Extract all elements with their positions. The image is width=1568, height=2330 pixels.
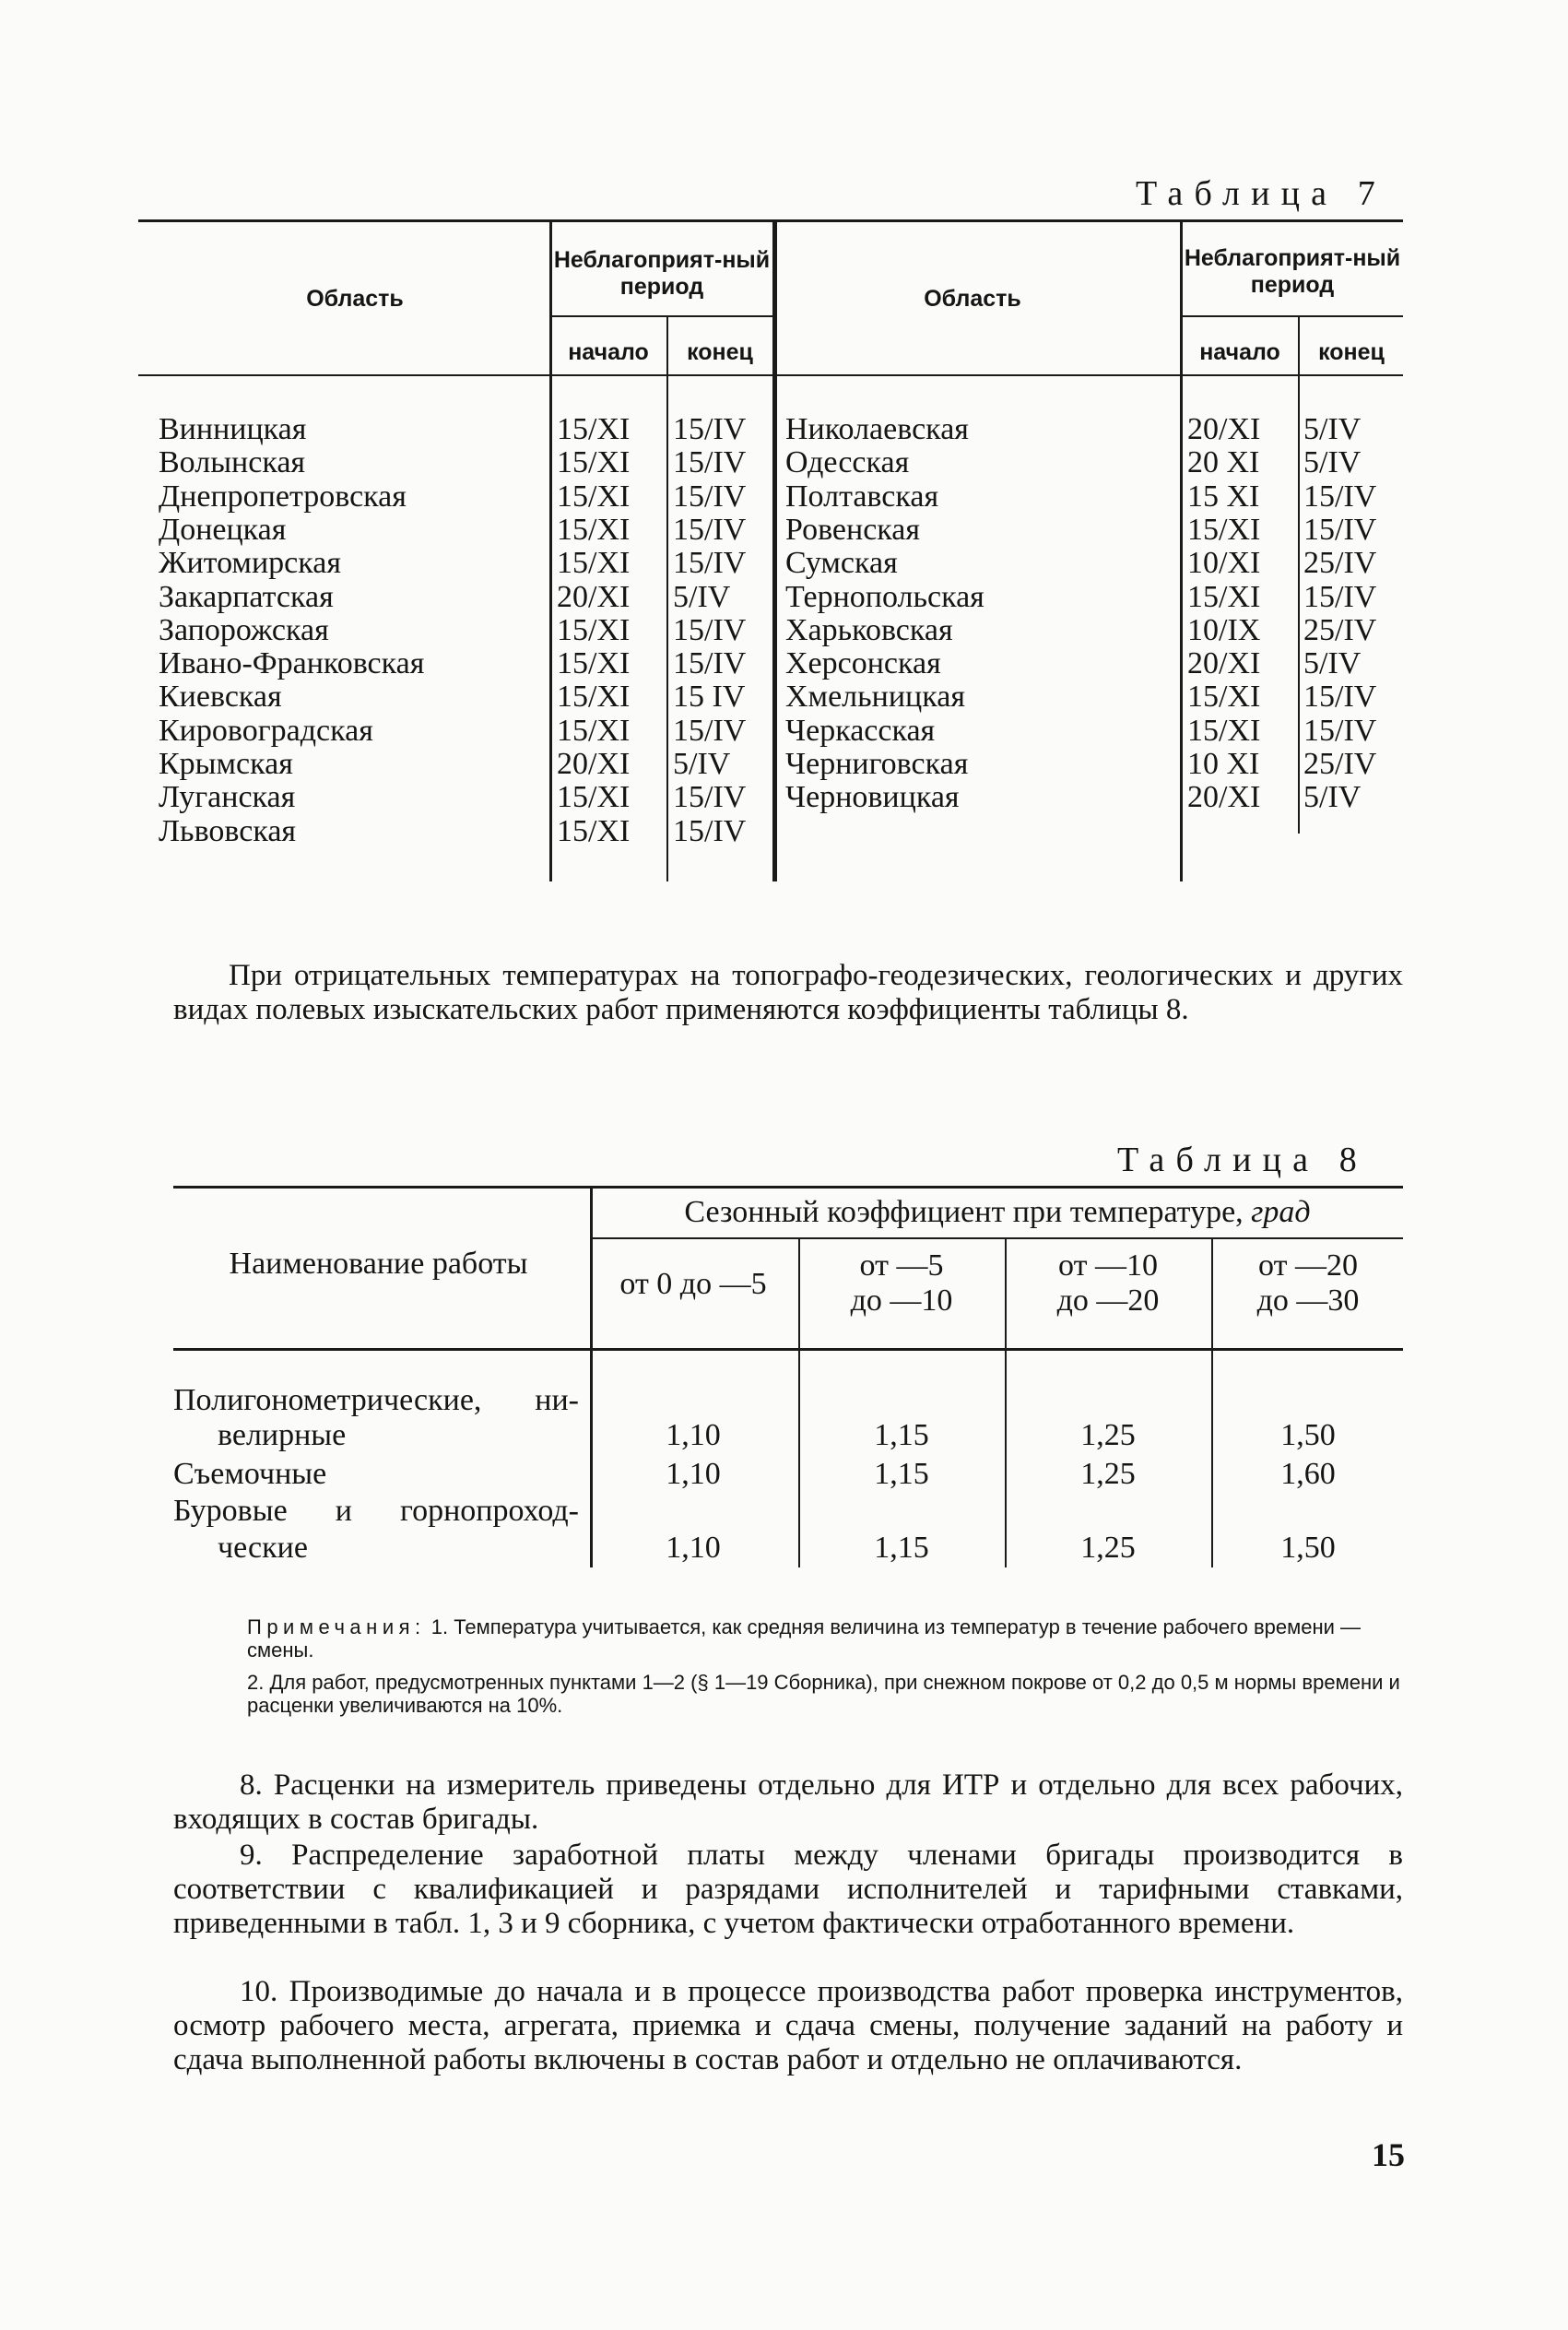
table7-left-start: 15/XI [557,813,631,848]
table7-right-start: 15/XI [1187,512,1261,547]
table7-right-start: 20/XI [1187,780,1261,815]
table7-left-end: 15/IV [673,813,747,848]
table8-value: 1,25 [1080,1418,1136,1452]
table7-left-start: 15/XI [557,680,631,715]
table7-right-end: 5/IV [1303,445,1362,480]
table8-value: 1,60 [1280,1457,1336,1491]
table7-right-region: Харьковская [785,612,953,647]
table7-left-start: 15/XI [557,780,631,815]
table7-right-start: 10 XI [1187,747,1260,781]
table7-right-region: Черновицкая [785,780,960,815]
table7-right-region: Одесская [785,445,910,480]
table7-left-end: 15/IV [673,780,747,815]
table8-col-3-l1: от —10 [1058,1248,1158,1283]
table7-right-start: 10/IX [1187,612,1261,647]
table7-right-end: 5/IV [1303,780,1362,815]
table8-value: 1,25 [1080,1531,1136,1565]
table8-col-4-l1: от —20 [1258,1248,1358,1283]
table8-col-4-l2: до —30 [1256,1283,1360,1318]
table7-left-end: 15/IV [673,646,747,681]
table7-header-end-left: конец [687,339,753,365]
table8-row-name: ческие [218,1531,308,1565]
note-1-text: 1. Температура учитывается, как средняя величина из температур в течение рабочего времени — смены. [247,1615,1362,1662]
table7-right-region: Тернопольская [785,579,984,614]
table7-caption: Таблица 7 [1136,174,1386,213]
table7-left-end: 5/IV [673,579,731,614]
table8-header-name: Наименование работы [229,1247,528,1281]
table7-left-start: 15/XI [557,713,631,748]
table8-col-1: от 0 до —5 [619,1267,767,1301]
item-9: 9. Распределение заработной платы между членами бригады производится в соответствии с квалификацией и разрядами исполнителей и тарифными ставками, приведенными в табл. 1, 3 и 9 сборника, с учетом фактически отработанного времени. [173,1839,1403,1940]
table8-row-name: велирные [218,1418,347,1452]
table7-left-start: 20/XI [557,579,631,614]
table7-right-region: Хмельницкая [785,680,965,715]
table7-right-end: 5/IV [1303,646,1362,681]
table7-left-region: Львовская [159,813,297,848]
table7-left-region: Кировоградская [159,713,373,748]
table8-vline-4 [1211,1239,1213,1567]
table8-col-3-l2: до —20 [1056,1283,1160,1318]
table7-left-start: 15/XI [557,412,631,446]
table8-col-4 [1213,1248,1403,1319]
table7-left-region: Запорожская [159,612,329,647]
table8-value: 1,10 [666,1418,721,1452]
table7-right-end: 25/IV [1303,747,1377,781]
table7-left-end: 15/IV [673,612,747,647]
table7-left-region: Волынская [159,445,306,480]
table7-header-start-right: начало [1199,339,1280,365]
table7-left-end: 15/IV [673,445,747,480]
table7-left-region: Луганская [159,780,296,815]
table7-right-region: Херсонская [785,646,941,681]
table7-header-region-right: Область [924,286,1021,312]
table7-right-end: 15/IV [1303,713,1377,748]
table8-row-name-line1: Буровые и горнопроход- [173,1494,579,1528]
table7-vline-1 [549,221,552,881]
table7-header-region-left: Область [306,286,404,312]
table8-col-2-l2: до —10 [850,1283,953,1318]
table7-left-start: 20/XI [557,747,631,781]
table8-value: 1,10 [666,1457,721,1491]
table7-right-region: Сумская [785,546,898,581]
table7-left-end: 15/IV [673,512,747,547]
table7-left-region: Житомирская [159,546,341,581]
table7-left-start: 15/XI [557,546,631,581]
table8-value: 1,15 [874,1457,929,1491]
table8-header-group-unit: град [1251,1195,1311,1229]
table7-right-end: 15/IV [1303,512,1377,547]
note-1 [247,1615,1403,1662]
table7-header-bottom-rule [138,374,1403,376]
table7-right-start: 15 XI [1187,479,1260,514]
table8-col-2-l1: от —5 [859,1248,944,1283]
table7-left-start: 15/XI [557,646,631,681]
table8-value: 1,15 [874,1418,929,1452]
table7-header-end-right: конец [1318,339,1385,365]
table7-right-start: 20/XI [1187,412,1261,446]
table7-left-end: 15 IV [673,680,746,715]
notes-label: Примечания: [247,1615,426,1638]
table7-left-region: Киевская [159,680,282,715]
table8-value: 1,10 [666,1531,721,1565]
table7-left-start: 15/XI [557,612,631,647]
table7-top-rule [138,219,1403,222]
table7-right-start: 15/XI [1187,680,1261,715]
table7-right-end: 25/IV [1303,612,1377,647]
table7-right-region: Черниговская [785,747,969,781]
table7-right-start: 15/XI [1187,713,1261,748]
table7-left-start: 15/XI [557,445,631,480]
table8-top-rule [173,1186,1403,1189]
table7-right-region: Николаевская [785,412,969,446]
table8-value: 1,25 [1080,1457,1136,1491]
table8-value: 1,50 [1280,1418,1336,1452]
table8-vline-3 [1005,1239,1007,1567]
table7-vline-4 [1180,221,1183,881]
table7-left-end: 15/IV [673,479,747,514]
table7-subheader-rule-right [1182,315,1403,317]
table7-right-start: 15/XI [1187,579,1261,614]
table8-header-bottom-rule [173,1348,1403,1351]
table7-subheader-rule-left [551,315,772,317]
table7-left-end: 15/IV [673,412,747,446]
table7-right-end: 25/IV [1303,546,1377,581]
table7-header-period-left: Неблагоприят-ный период [553,247,771,300]
table8-vline-1 [590,1188,593,1567]
table8-row-name-line1: Полигонометрические, ни- [173,1383,579,1417]
table7-left-region: Днепропетровская [159,479,407,514]
table8-header-group-text: Сезонный коэффициент при температуре, [684,1195,1244,1229]
table7-right-start: 20 XI [1187,445,1260,480]
table7-right-start: 10/XI [1187,546,1261,581]
table7-header-period-right: Неблагоприят-ный период [1184,245,1401,298]
intro-paragraph: При отрицательных температурах на топографо-геодезических, геологических и других видах полевых изыскательских работ применяются коэффициенты таблицы 8. [173,959,1403,1026]
table7-right-end: 5/IV [1303,412,1362,446]
table7-left-end: 5/IV [673,747,731,781]
table7-left-region: Крымская [159,747,293,781]
table7-left-start: 15/XI [557,479,631,514]
table7-right-start: 20/XI [1187,646,1261,681]
table7-vline-2 [666,317,668,881]
table8-value: 1,15 [874,1531,929,1565]
table7-vline-3 [772,221,777,881]
table8-caption: Таблица 8 [1117,1141,1368,1179]
table8-col-3 [1007,1248,1209,1319]
table7-left-region: Донецкая [159,512,287,547]
table7-right-end: 15/IV [1303,579,1377,614]
table8-subheader-rule [592,1237,1403,1239]
table8-vline-2 [798,1239,800,1567]
table7-vline-5 [1298,317,1300,834]
table7-left-region: Винницкая [159,412,307,446]
table7-left-end: 15/IV [673,713,747,748]
table8-col-2 [800,1248,1003,1319]
table7-right-end: 15/IV [1303,479,1377,514]
table8-value: 1,50 [1280,1531,1336,1565]
page-number: 15 [1372,2136,1405,2173]
item-10: 10. Производимые до начала и в процессе производства работ проверка инструментов, осмотр рабочего места, агрегата, приемка и сдача смены, получение заданий на работу и сдача выполненной работы включены в состав работ и отдельно не оплачиваются. [173,1975,1403,2076]
table7-left-end: 15/IV [673,546,747,581]
table7-right-end: 15/IV [1303,680,1377,715]
table7-header-start-left: начало [568,339,649,365]
table7-left-start: 15/XI [557,512,631,547]
table7-left-region: Ивано-Франковская [159,646,425,681]
table8-header-group [592,1195,1403,1230]
table7-left-region: Закарпатская [159,579,334,614]
table8-row-name: Съемочные [173,1457,327,1491]
item-8: 8. Расценки на измеритель приведены отдельно для ИТР и отдельно для всех рабочих, входящих в состав бригады. [173,1768,1403,1836]
table7-right-region: Черкасская [785,713,936,748]
table7-right-region: Полтавская [785,479,939,514]
note-2: 2. Для работ, предусмотренных пунктами 1—2 (§ 1—19 Сборника), при снежном покрове от 0,2 до 0,5 м нормы времени и расценки увеличиваются на 10%. [247,1671,1400,1717]
table7-right-region: Ровенская [785,512,921,547]
